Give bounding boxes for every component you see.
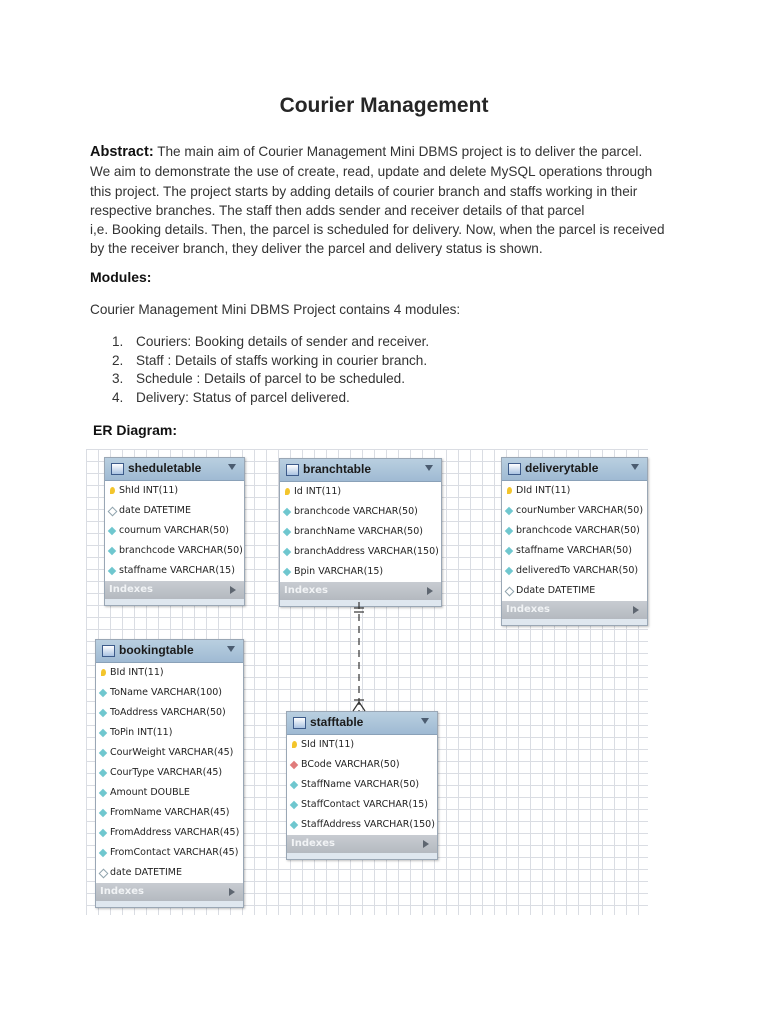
field-label: cournum VARCHAR(50) <box>119 525 230 536</box>
chevron-down-icon[interactable] <box>421 718 429 724</box>
abstract-paragraph <box>90 142 690 259</box>
chevron-down-icon[interactable] <box>227 646 235 652</box>
table-row <box>287 735 437 755</box>
table-footer <box>280 600 441 606</box>
field-label: Amount DOUBLE <box>110 787 190 798</box>
table-row <box>105 501 244 521</box>
primary-key-icon <box>101 669 106 676</box>
column-icon <box>108 527 116 535</box>
field-label: CourType VARCHAR(45) <box>110 767 223 778</box>
list-item: 1. Couriers: Booking details of sender and receiver. <box>112 334 430 349</box>
column-icon <box>505 507 513 515</box>
er-table-stafftable[interactable] <box>286 711 438 860</box>
er-table-branchtable[interactable] <box>279 458 442 607</box>
table-row <box>502 521 647 541</box>
column-icon <box>505 567 513 575</box>
list-item: 3. Schedule : Details of parcel to be scheduled. <box>112 371 406 387</box>
column-icon <box>99 709 107 717</box>
table-header[interactable] <box>502 458 647 481</box>
field-label: Id INT(11) <box>294 486 342 497</box>
table-row <box>96 803 243 823</box>
column-icon <box>290 781 298 789</box>
column-icon <box>505 527 513 535</box>
foreign-key-icon <box>290 761 298 769</box>
er-table-sheduletable[interactable] <box>104 457 245 606</box>
table-row <box>280 522 441 542</box>
field-label: BCode VARCHAR(50) <box>301 759 400 770</box>
table-footer <box>105 599 244 605</box>
table-row <box>105 521 244 541</box>
field-label: branchcode VARCHAR(50) <box>516 525 640 536</box>
expand-arrow-icon[interactable] <box>427 587 433 595</box>
column-icon <box>283 528 291 536</box>
table-row <box>287 755 437 775</box>
table-name: bookingtable <box>119 643 194 657</box>
indexes-section[interactable] <box>96 883 243 901</box>
abstract-line: respective branches. The staff then adds sender and receiver details of that parcel <box>90 202 585 218</box>
table-row <box>502 541 647 561</box>
field-label: deliveredTo VARCHAR(50) <box>516 565 639 576</box>
indexes-label: Indexes <box>506 604 550 615</box>
field-label: date DATETIME <box>110 867 182 878</box>
abstract-label: Abstract: <box>90 144 154 160</box>
table-row <box>96 663 243 683</box>
field-label: staffname VARCHAR(15) <box>119 565 235 576</box>
modules-heading: Modules: <box>90 269 152 285</box>
page-title: Courier Management <box>279 94 489 117</box>
table-row <box>287 795 437 815</box>
field-label: ToName VARCHAR(100) <box>110 687 222 698</box>
field-label: branchcode VARCHAR(50) <box>294 506 418 517</box>
table-row <box>502 581 647 601</box>
field-label: Bpin VARCHAR(15) <box>294 566 384 577</box>
expand-arrow-icon[interactable] <box>423 840 429 848</box>
table-row <box>96 703 243 723</box>
table-row <box>287 775 437 795</box>
primary-key-icon <box>110 487 115 494</box>
er-table-deliverytable[interactable] <box>501 457 648 626</box>
nullable-column-icon <box>505 587 515 597</box>
field-label: ToPin INT(11) <box>110 727 173 738</box>
table-row <box>96 683 243 703</box>
table-name: branchtable <box>303 462 372 476</box>
column-icon <box>283 548 291 556</box>
table-row <box>96 743 243 763</box>
indexes-label: Indexes <box>284 585 328 596</box>
table-header[interactable] <box>280 459 441 482</box>
indexes-section[interactable] <box>280 582 441 600</box>
table-row <box>287 815 437 835</box>
indexes-section[interactable] <box>502 601 647 619</box>
er-diagram-heading: ER Diagram: <box>93 422 178 438</box>
field-label: branchcode VARCHAR(50) <box>119 545 243 556</box>
list-item: 2. Staff : Details of staffs working in courier branch. <box>112 352 428 368</box>
abstract-line: this project. The project starts by adding details of courier branch and staffs working in their <box>90 183 638 199</box>
indexes-section[interactable] <box>105 581 244 599</box>
table-row <box>105 481 244 501</box>
field-label: FromContact VARCHAR(45) <box>110 847 239 858</box>
table-row <box>280 562 441 582</box>
list-item: 4. Delivery: Status of parcel delivered. <box>112 390 350 406</box>
table-icon <box>508 463 521 475</box>
column-icon <box>290 821 298 829</box>
expand-arrow-icon[interactable] <box>633 606 639 614</box>
field-label: Ddate DATETIME <box>516 585 596 596</box>
abstract-line: We aim to demonstrate the use of create, read, update and delete MySQL operations through <box>90 164 653 180</box>
field-label: DId INT(11) <box>516 485 571 496</box>
table-row <box>502 501 647 521</box>
table-row <box>502 481 647 501</box>
chevron-down-icon[interactable] <box>631 464 639 470</box>
table-row <box>96 863 243 883</box>
table-row <box>96 723 243 743</box>
expand-arrow-icon[interactable] <box>230 586 236 594</box>
nullable-column-icon <box>108 507 118 517</box>
field-label: staffname VARCHAR(50) <box>516 545 632 556</box>
field-label: FromAddress VARCHAR(45) <box>110 827 240 838</box>
table-row <box>105 561 244 581</box>
table-row <box>280 542 441 562</box>
column-icon <box>99 809 107 817</box>
table-row <box>105 541 244 561</box>
indexes-label: Indexes <box>109 584 153 595</box>
primary-key-icon <box>507 487 512 494</box>
table-row <box>96 763 243 783</box>
table-row <box>502 561 647 581</box>
column-icon <box>99 689 107 697</box>
column-icon <box>99 769 107 777</box>
table-row <box>96 843 243 863</box>
er-table-bookingtable[interactable] <box>95 639 244 908</box>
table-icon <box>102 645 115 657</box>
table-icon <box>293 717 306 729</box>
chevron-down-icon[interactable] <box>425 465 433 471</box>
column-icon <box>108 567 116 575</box>
field-label: ShId INT(11) <box>119 485 179 496</box>
field-label: StaffContact VARCHAR(15) <box>301 799 428 810</box>
field-label: SId INT(11) <box>301 739 355 750</box>
table-header[interactable] <box>105 458 244 481</box>
abstract-line: i,e. Booking details. Then, the parcel is scheduled for delivery. Now, when the parcel is received <box>90 222 665 238</box>
field-label: branchName VARCHAR(50) <box>294 526 423 537</box>
modules-list <box>112 333 429 408</box>
field-label: branchAddress VARCHAR(150) <box>294 546 439 557</box>
column-icon <box>283 568 291 576</box>
table-footer <box>502 619 647 625</box>
column-icon <box>99 749 107 757</box>
column-icon <box>99 789 107 797</box>
column-icon <box>99 829 107 837</box>
expand-arrow-icon[interactable] <box>229 888 235 896</box>
table-name: sheduletable <box>128 461 202 475</box>
table-row <box>96 823 243 843</box>
field-label: BId INT(11) <box>110 667 164 678</box>
column-icon <box>108 547 116 555</box>
field-label: date DATETIME <box>119 505 191 516</box>
abstract-line: by the receiver branch, they deliver the parcel and delivery status is shown. <box>90 241 543 257</box>
table-row <box>96 783 243 803</box>
field-label: ToAddress VARCHAR(50) <box>110 707 226 718</box>
field-label: FromName VARCHAR(45) <box>110 807 230 818</box>
column-icon <box>505 547 513 555</box>
table-name: stafftable <box>310 715 364 729</box>
table-footer <box>96 901 243 907</box>
column-icon <box>290 801 298 809</box>
column-icon <box>99 729 107 737</box>
field-label: courNumber VARCHAR(50) <box>516 505 644 516</box>
column-icon <box>99 849 107 857</box>
primary-key-icon <box>292 741 297 748</box>
modules-intro: Courier Management Mini DBMS Project contains 4 modules: <box>90 302 461 317</box>
nullable-column-icon <box>99 869 109 879</box>
table-footer <box>287 853 437 859</box>
table-row <box>280 502 441 522</box>
table-row <box>280 482 441 502</box>
column-icon <box>283 508 291 516</box>
table-icon <box>286 464 299 476</box>
table-name: deliverytable <box>525 461 599 475</box>
indexes-section[interactable] <box>287 835 437 853</box>
indexes-label: Indexes <box>291 838 335 849</box>
indexes-label: Indexes <box>100 886 144 897</box>
chevron-down-icon[interactable] <box>228 464 236 470</box>
field-label: CourWeight VARCHAR(45) <box>110 747 234 758</box>
table-header[interactable] <box>287 712 437 735</box>
table-icon <box>111 463 124 475</box>
primary-key-icon <box>285 488 290 495</box>
table-header[interactable] <box>96 640 243 663</box>
field-label: StaffName VARCHAR(50) <box>301 779 420 790</box>
field-label: StaffAddress VARCHAR(150) <box>301 819 435 830</box>
abstract-line: Abstract: The main aim of Courier Management Mini DBMS project is to deliver the parcel. <box>90 144 643 160</box>
